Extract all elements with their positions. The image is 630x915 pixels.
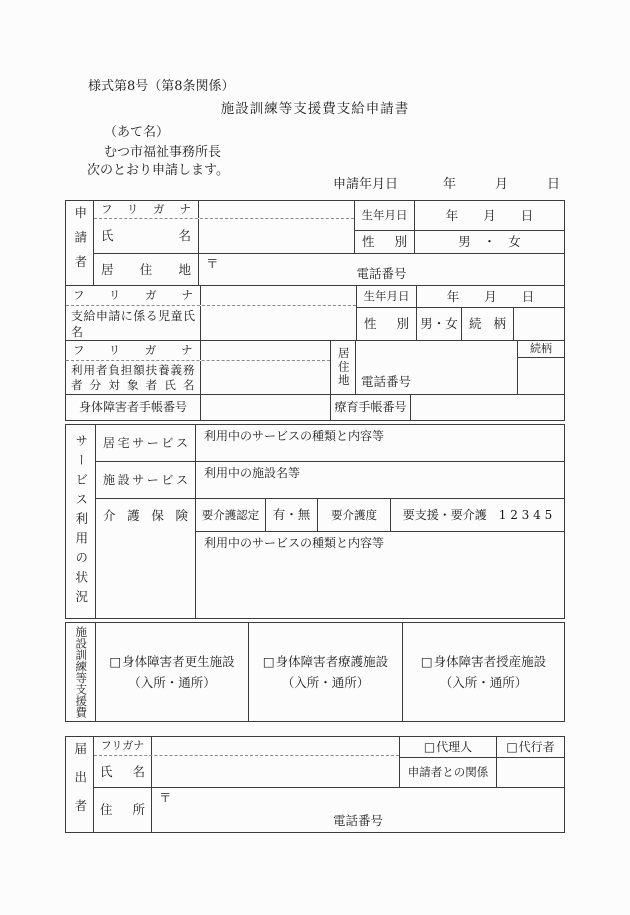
child-name-label: 支給申請に係る児童氏名 — [71, 308, 195, 339]
obligor-relation-input[interactable] — [518, 358, 564, 394]
child-relation-label-cell — [462, 308, 514, 340]
sheltered-work-facility-checkbox-icon[interactable]: □ — [420, 653, 433, 669]
applicant-birthdate-label: 生年月日 — [355, 201, 415, 230]
applicant-postal-mark-icon: 〒 — [206, 256, 219, 271]
child-relation-label: 続柄 — [469, 316, 506, 332]
care-certification-label: 要介護認定 — [196, 499, 266, 531]
child-furigana-input[interactable] — [201, 286, 356, 305]
facility-support-section-header — [66, 623, 96, 721]
rehabilitation-facility-label: 身体障害者更生施設 — [122, 653, 235, 669]
applicant-section-header — [66, 201, 94, 285]
sheltered-work-facility-note: （入所・通所） — [439, 675, 528, 690]
facility-support-table — [65, 622, 565, 722]
applicant-furigana-input[interactable] — [199, 201, 354, 218]
obligor-residence-label-cell — [331, 341, 356, 394]
rehabilitation-facility-checkbox-icon[interactable]: □ — [109, 653, 122, 669]
obligor-name-label: 利用者負担額扶養義務者分対象者氏名 — [71, 362, 195, 393]
notifier-address-label-cell — [94, 788, 152, 832]
applicant-residence-label: 居住地 — [101, 261, 191, 277]
notifier-name-label: 氏名 — [100, 763, 145, 779]
facility-support-section-label: 施設訓練等支援費 — [74, 626, 89, 718]
applicant-residence-label-cell — [94, 254, 199, 285]
facility-service-note: 利用中の施設名等 — [204, 466, 301, 480]
child-furigana-label: フリガナ — [73, 288, 193, 303]
home-service-input[interactable] — [196, 425, 564, 461]
home-service-label: 居宅サービス — [103, 435, 188, 450]
form-number: 様式第8号（第8条関係） — [88, 79, 235, 94]
physical-handbook-label: 身体障害者手帳番号 — [66, 395, 201, 420]
notifier-address-label: 住所 — [100, 802, 145, 818]
notifier-furigana-input[interactable] — [152, 737, 399, 755]
child-furigana-label-cell — [66, 286, 201, 305]
facility-option-nursing[interactable] — [249, 623, 403, 721]
applicant-birthdate-field[interactable]: 年 月 日 — [445, 207, 534, 223]
notifier-address-input[interactable] — [152, 788, 564, 832]
declaration-text: 次のとおり申請します。 — [87, 163, 229, 178]
child-relation-input[interactable] — [514, 308, 564, 340]
applicant-name-label-cell — [94, 219, 199, 253]
notifier-table — [65, 736, 565, 833]
facility-service-input[interactable] — [196, 462, 564, 498]
facility-option-sheltered-work[interactable] — [403, 623, 564, 721]
rehabilitation-handbook-input[interactable] — [411, 395, 564, 420]
proxy-label: 代行者 — [518, 739, 555, 754]
sheltered-work-facility-label: 身体障害者授産施設 — [433, 653, 547, 669]
care-service-note: 利用中のサービスの種類と内容等 — [204, 536, 385, 550]
child-birthdate-label: 生年月日 — [357, 286, 417, 307]
care-insurance-label-cell — [96, 499, 196, 618]
proxy-checkbox-icon[interactable]: □ — [506, 739, 518, 754]
nursing-facility-checkbox-icon[interactable]: □ — [262, 653, 275, 669]
addressee-note: （あて名） — [104, 125, 170, 140]
child-sex-label: 性別 — [364, 316, 409, 332]
notifier-relation-label: 申請者との関係 — [407, 765, 489, 780]
care-service-input[interactable] — [196, 532, 564, 618]
facility-service-label-cell — [96, 462, 196, 498]
obligor-residence-label: 居住地 — [336, 347, 351, 388]
obligor-name-label-cell — [66, 361, 201, 394]
notifier-section-label: 届出者 — [72, 741, 88, 828]
notifier-section-header — [66, 737, 94, 832]
facility-option-rehabilitation[interactable] — [96, 623, 249, 721]
facility-service-label: 施設サービス — [103, 472, 188, 487]
applicant-phone-label: 電話番号 — [356, 266, 407, 282]
service-status-section-header — [66, 425, 96, 618]
obligor-name-input[interactable] — [201, 361, 331, 394]
obligor-relation-label: 続柄 — [518, 341, 564, 358]
child-name-label-cell — [66, 306, 201, 340]
service-status-table — [65, 424, 565, 619]
page-title: 施設訓練等支援費支給申請書 — [220, 101, 410, 117]
applicant-residence-input[interactable] — [199, 254, 564, 285]
nursing-facility-label: 身体障害者療護施設 — [275, 653, 389, 669]
obligor-furigana-label-cell — [66, 341, 201, 360]
notifier-name-input[interactable] — [152, 756, 399, 787]
notifier-phone-label: 電話番号 — [332, 813, 383, 829]
obligor-phone-label: 電話番号 — [361, 374, 412, 390]
agent-checkbox-icon[interactable]: □ — [423, 739, 436, 754]
applicant-table — [65, 200, 565, 421]
agent-label: 代理人 — [436, 739, 473, 754]
addressee: むつ市福祉事務所長 — [104, 145, 222, 160]
child-sex-label-cell — [357, 308, 417, 340]
agent-option[interactable] — [400, 737, 496, 758]
notifier-relation-input[interactable] — [497, 758, 564, 787]
rehabilitation-handbook-label: 療育手帳番号 — [331, 395, 411, 420]
applicant-sex-label: 性別 — [362, 234, 407, 250]
notifier-furigana-label: フリガナ — [94, 737, 152, 755]
service-status-section-label: サービス利用の状況 — [73, 433, 89, 610]
applicant-sex-label-cell — [355, 231, 415, 253]
care-level-options[interactable]: 要支援・要介護 1 2 3 4 5 — [402, 507, 553, 522]
applicant-section-label: 申請者 — [72, 206, 88, 280]
rehabilitation-facility-note: （入所・通所） — [128, 675, 216, 690]
obligor-residence-input[interactable] — [356, 341, 517, 394]
notifier-name-label-cell — [94, 756, 152, 787]
applicant-furigana-label: フリガナ — [101, 202, 191, 217]
home-service-label-cell — [96, 425, 196, 461]
proxy-option[interactable] — [497, 737, 564, 758]
applicant-sex-options[interactable]: 男 ・ 女 — [458, 234, 521, 250]
obligor-furigana-input[interactable] — [201, 341, 331, 360]
care-certification-options[interactable]: 有・無 — [266, 499, 318, 531]
child-name-input[interactable] — [201, 306, 356, 340]
applicant-furigana-label-cell — [94, 201, 199, 218]
home-service-note: 利用中のサービスの種類と内容等 — [204, 429, 385, 443]
applicant-name-label: 氏名 — [101, 228, 191, 244]
applicant-name-input[interactable] — [199, 219, 354, 253]
child-sex-options[interactable]: 男・女 — [417, 308, 462, 340]
child-birthdate-field[interactable]: 年 月 日 — [446, 288, 535, 304]
notifier-postal-mark-icon: 〒 — [159, 790, 172, 805]
care-insurance-label: 介護保険 — [103, 508, 188, 523]
care-level-label: 要介護度 — [318, 499, 391, 531]
physical-handbook-input[interactable] — [201, 395, 331, 420]
application-date-field[interactable]: 年 月 日 — [443, 177, 561, 192]
obligor-furigana-label: フリガナ — [73, 343, 193, 358]
application-date-label: 申請年月日 — [333, 177, 399, 192]
nursing-facility-note: （入所・通所） — [281, 675, 370, 690]
